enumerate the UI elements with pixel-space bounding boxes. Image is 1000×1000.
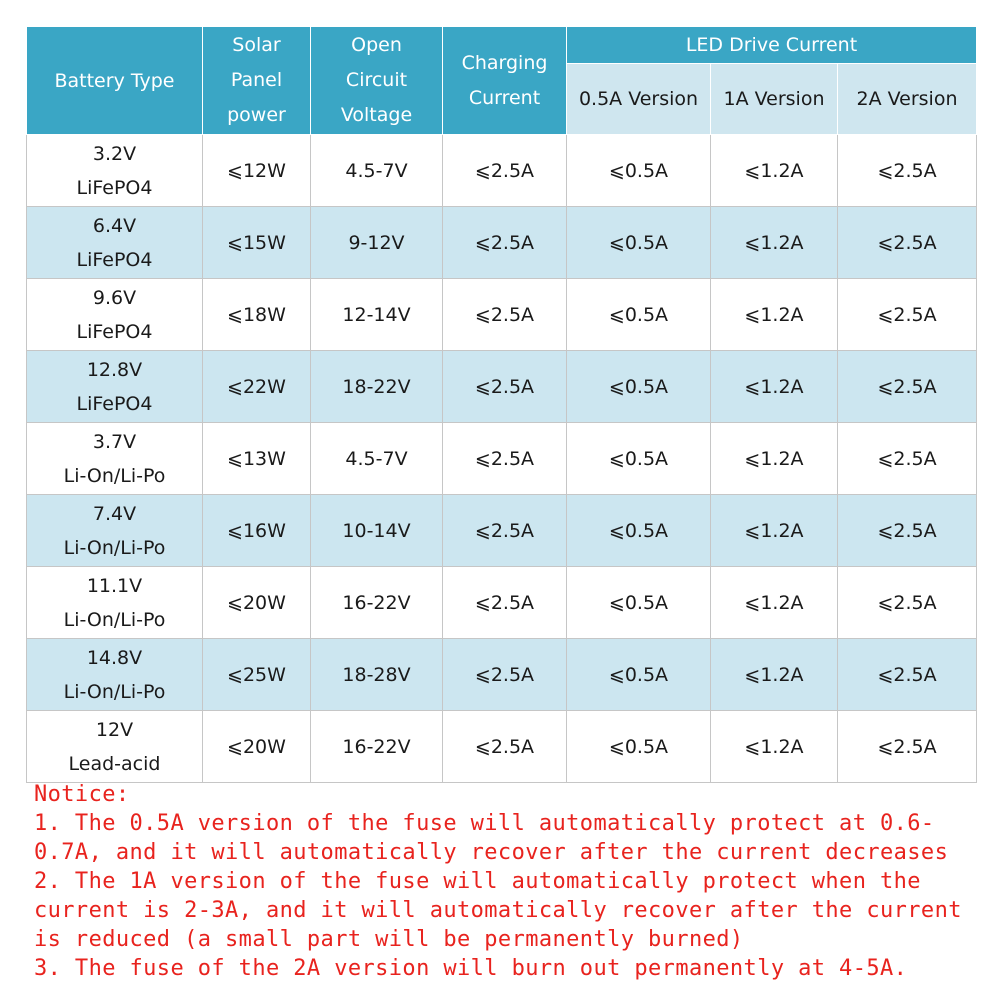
cell-open-circuit-voltage: 12-14V <box>311 279 443 351</box>
header-ocv-line-1: Open <box>351 34 402 56</box>
cell-2a-version: ⩽2.5A <box>838 135 977 207</box>
cell-1a-version: ⩽1.2A <box>711 135 838 207</box>
notice-item-3: 3. The fuse of the 2A version will burn out permanently at 4-5A. <box>34 956 908 981</box>
battery-chemistry: Li-On/Li-Po <box>63 680 166 703</box>
cell-battery-type <box>27 135 203 207</box>
header-1a-version: 1A Version <box>711 64 838 135</box>
cell-1a-version: ⩽1.2A <box>711 711 838 783</box>
cell-solar-power: ⩽25W <box>203 639 311 711</box>
cell-2a-version: ⩽2.5A <box>838 567 977 639</box>
cell-2a-version: ⩽2.5A <box>838 423 977 495</box>
cell-battery-type <box>27 279 203 351</box>
header-row <box>27 27 977 64</box>
cell-solar-power: ⩽18W <box>203 279 311 351</box>
cell-charging-current: ⩽2.5A <box>443 567 567 639</box>
battery-voltage: 14.8V <box>86 646 143 669</box>
cell-battery-type <box>27 567 203 639</box>
notice-title: Notice: <box>34 782 130 807</box>
cell-1a-version: ⩽1.2A <box>711 567 838 639</box>
cell-open-circuit-voltage: 4.5-7V <box>311 423 443 495</box>
cell-charging-current: ⩽2.5A <box>443 207 567 279</box>
cell-1a-version: ⩽1.2A <box>711 279 838 351</box>
cell-charging-current: ⩽2.5A <box>443 135 567 207</box>
battery-voltage: 9.6V <box>92 286 137 309</box>
cell-2a-version: ⩽2.5A <box>838 351 977 423</box>
cell-battery-type <box>27 495 203 567</box>
battery-chemistry: Li-On/Li-Po <box>63 536 166 559</box>
header-charging-line-2: Current <box>468 86 541 109</box>
cell-2a-version: ⩽2.5A <box>838 711 977 783</box>
battery-chemistry: Li-On/Li-Po <box>63 464 166 487</box>
cell-2a-version: ⩽2.5A <box>838 207 977 279</box>
cell-charging-current: ⩽2.5A <box>443 495 567 567</box>
cell-1a-version: ⩽1.2A <box>711 351 838 423</box>
cell-1a-version: ⩽1.2A <box>711 639 838 711</box>
cell-0-5a-version: ⩽0.5A <box>567 423 711 495</box>
battery-chemistry: LiFePO4 <box>76 392 153 415</box>
cell-battery-type <box>27 711 203 783</box>
cell-solar-power: ⩽12W <box>203 135 311 207</box>
battery-voltage: 12V <box>95 718 134 741</box>
cell-0-5a-version: ⩽0.5A <box>567 495 711 567</box>
cell-battery-type <box>27 639 203 711</box>
header-ocv-line-2: Circuit <box>345 69 408 91</box>
table-row <box>27 495 977 567</box>
battery-voltage: 3.7V <box>92 430 137 453</box>
table-row <box>27 135 977 207</box>
header-0-5a-version: 0.5A Version <box>567 64 711 135</box>
table-row <box>27 639 977 711</box>
cell-battery-type <box>27 207 203 279</box>
cell-solar-power: ⩽20W <box>203 567 311 639</box>
cell-solar-power: ⩽15W <box>203 207 311 279</box>
header-solar-panel-power <box>203 27 311 135</box>
cell-open-circuit-voltage: 18-22V <box>311 351 443 423</box>
header-solar-line-2: Panel <box>230 69 283 91</box>
cell-0-5a-version: ⩽0.5A <box>567 711 711 783</box>
header-battery-type: Battery Type <box>27 27 203 135</box>
cell-2a-version: ⩽2.5A <box>838 279 977 351</box>
table-row <box>27 567 977 639</box>
cell-0-5a-version: ⩽0.5A <box>567 567 711 639</box>
battery-chemistry: LiFePO4 <box>76 248 153 271</box>
cell-solar-power: ⩽20W <box>203 711 311 783</box>
cell-battery-type <box>27 423 203 495</box>
battery-voltage: 3.2V <box>92 142 137 165</box>
table-body <box>27 135 977 783</box>
notice-block <box>34 780 974 983</box>
cell-1a-version: ⩽1.2A <box>711 423 838 495</box>
cell-2a-version: ⩽2.5A <box>838 495 977 567</box>
cell-open-circuit-voltage: 9-12V <box>311 207 443 279</box>
cell-0-5a-version: ⩽0.5A <box>567 135 711 207</box>
cell-0-5a-version: ⩽0.5A <box>567 279 711 351</box>
battery-chemistry: Li-On/Li-Po <box>63 608 166 631</box>
cell-open-circuit-voltage: 18-28V <box>311 639 443 711</box>
cell-charging-current: ⩽2.5A <box>443 279 567 351</box>
cell-solar-power: ⩽13W <box>203 423 311 495</box>
table-row <box>27 279 977 351</box>
table-row <box>27 207 977 279</box>
battery-chemistry: Lead-acid <box>68 752 161 775</box>
cell-open-circuit-voltage: 4.5-7V <box>311 135 443 207</box>
header-solar-line-1: Solar <box>232 34 281 56</box>
cell-open-circuit-voltage: 16-22V <box>311 711 443 783</box>
cell-solar-power: ⩽22W <box>203 351 311 423</box>
cell-0-5a-version: ⩽0.5A <box>567 639 711 711</box>
cell-0-5a-version: ⩽0.5A <box>567 351 711 423</box>
table-row <box>27 423 977 495</box>
battery-voltage: 12.8V <box>86 358 143 381</box>
notice-item-2: 2. The 1A version of the fuse will automatically protect when the current is 2-3A, and it will automatically recover after the current is reduced (a small part will be permanently burned) <box>34 869 962 952</box>
cell-1a-version: ⩽1.2A <box>711 207 838 279</box>
battery-chemistry: LiFePO4 <box>76 320 153 343</box>
header-2a-version: 2A Version <box>838 64 977 135</box>
cell-0-5a-version: ⩽0.5A <box>567 207 711 279</box>
table-row <box>27 711 977 783</box>
header-ocv-line-3: Voltage <box>340 104 413 126</box>
header-solar-line-3: power <box>227 104 286 126</box>
header-open-circuit-voltage <box>311 27 443 135</box>
battery-voltage: 6.4V <box>92 214 137 237</box>
cell-charging-current: ⩽2.5A <box>443 639 567 711</box>
cell-open-circuit-voltage: 16-22V <box>311 567 443 639</box>
battery-voltage: 7.4V <box>92 502 137 525</box>
cell-open-circuit-voltage: 10-14V <box>311 495 443 567</box>
notice-item-1: 1. The 0.5A version of the fuse will automatically protect at 0.6-0.7A, and it will automatically recover after the current decreases <box>34 811 949 865</box>
cell-charging-current: ⩽2.5A <box>443 711 567 783</box>
cell-1a-version: ⩽1.2A <box>711 495 838 567</box>
header-led-drive-current: LED Drive Current <box>567 27 977 64</box>
cell-charging-current: ⩽2.5A <box>443 423 567 495</box>
cell-2a-version: ⩽2.5A <box>838 639 977 711</box>
header-charging-current <box>443 27 567 135</box>
table-row <box>27 351 977 423</box>
header-charging-line-1: Charging <box>461 51 548 74</box>
battery-spec-table <box>26 26 977 783</box>
cell-charging-current: ⩽2.5A <box>443 351 567 423</box>
battery-voltage: 11.1V <box>86 574 143 597</box>
cell-solar-power: ⩽16W <box>203 495 311 567</box>
cell-battery-type <box>27 351 203 423</box>
battery-chemistry: LiFePO4 <box>76 176 153 199</box>
